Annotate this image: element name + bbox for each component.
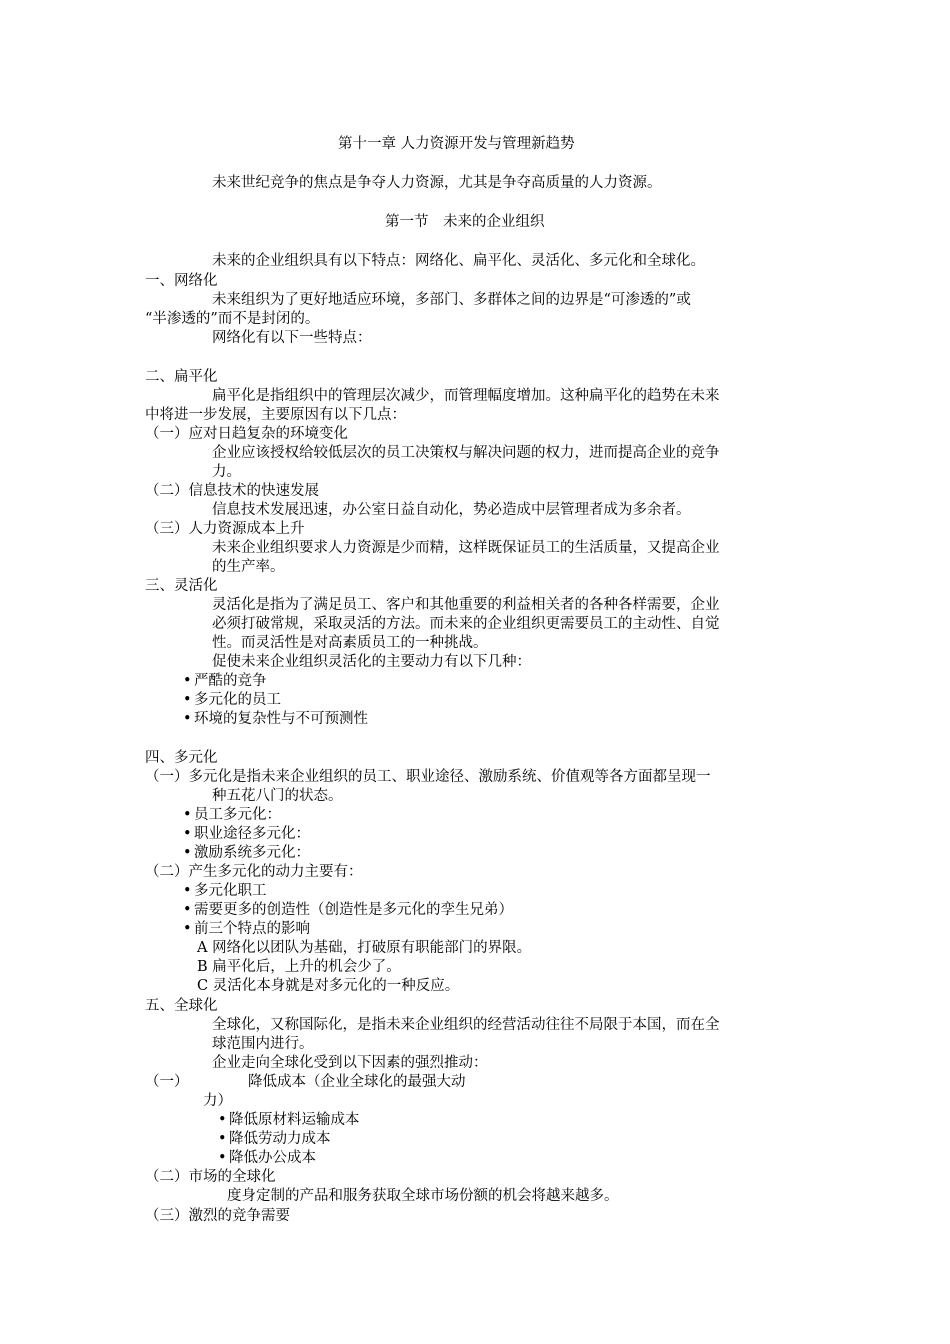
bullet-icon: •	[183, 673, 192, 689]
section-title: 第一节 未来的企业组织	[385, 214, 545, 230]
bullet-icon: •	[183, 845, 192, 861]
paragraph-line: 度身定制的产品和服务获取全球市场份额的机会将越来越多。	[227, 1188, 619, 1204]
chapter-title: 第十一章 人力资源开发与管理新趋势	[338, 136, 575, 152]
bullet-icon: •	[183, 692, 192, 708]
list-item: 降低原材料运输成本	[229, 1112, 360, 1128]
paragraph-line: 必须打破常规，采取灵活的方法。而未来的企业组织更需要员工的主动性、自觉	[212, 616, 720, 632]
paragraph-line: 种五花八门的状态。	[212, 788, 343, 804]
subheading: （三）人力资源成本上升	[145, 521, 305, 537]
list-item: 多元化职工	[194, 883, 267, 899]
features-intro: 未来的企业组织具有以下特点：网络化、扁平化、灵活化、多元化和全球化。	[212, 253, 705, 269]
bullet-icon: •	[218, 1112, 227, 1128]
heading-diversification: 四、多元化	[145, 750, 218, 766]
paragraph-line: 网络化有以下一些特点：	[212, 330, 372, 346]
list-item: 降低办公成本	[229, 1150, 316, 1166]
list-item: 环境的复杂性与不可预测性	[194, 711, 368, 727]
subheading: （二）产生多元化的动力主要有：	[145, 864, 363, 880]
paragraph-line: 企业应该授权给较低层次的员工决策权与解决问题的权力，进而提高企业的竞争	[212, 445, 720, 461]
paragraph-line: 信息技术发展迅速，办公室日益自动化，势必造成中层管理者成为多余者。	[212, 502, 691, 518]
paragraph-line: 企业走向全球化受到以下因素的强烈推动：	[212, 1055, 488, 1071]
paragraph-line: 力）	[203, 1093, 232, 1109]
sub-point: B 扁平化后，上升的机会少了。	[197, 959, 401, 975]
subheading: （三）激烈的竞争需要	[145, 1208, 290, 1224]
bullet-icon: •	[183, 883, 192, 899]
paragraph-line: 灵活化是指为了满足员工、客户和其他重要的利益相关者的各种各样需要，企业	[212, 597, 720, 613]
sub-point: A 网络化以团队为基础，打破原有职能部门的界限。	[197, 940, 532, 956]
list-item: 严酷的竞争	[194, 673, 267, 689]
bullet-icon: •	[183, 807, 192, 823]
bullet-icon: •	[218, 1150, 227, 1166]
intro-text: 未来世纪竞争的焦点是争夺人力资源，尤其是争夺高质量的人力资源。	[212, 175, 662, 191]
bullet-icon: •	[218, 1131, 227, 1147]
paragraph-line: 力。	[212, 464, 241, 480]
list-item: 降低劳动力成本	[229, 1131, 331, 1147]
paragraph-line: 促使未来企业组织灵活化的主要动力有以下几种：	[212, 654, 531, 670]
subheading: （一）多元化是指未来企业组织的员工、职业途径、激励系统、价值观等各方面都呈现一	[145, 769, 711, 785]
subheading-number: （一）	[145, 1074, 189, 1090]
heading-flexibility: 三、灵活化	[145, 578, 218, 594]
sub-point: C 灵活化本身就是对多元化的一种反应。	[197, 978, 460, 994]
paragraph-line: “半渗透的”而不是封闭的。	[145, 311, 320, 327]
paragraph-line: 未来组织为了更好地适应环境，多部门、多群体之间的边界是“可渗透的”或	[212, 292, 691, 308]
paragraph-line: 扁平化是指组织中的管理层次减少，而管理幅度增加。这种扁平化的趋势在未来	[212, 388, 720, 404]
paragraph-line: 全球化，又称国际化，是指未来企业组织的经营活动往往不局限于本国，而在全	[212, 1017, 720, 1033]
paragraph-line: 球范围内进行。	[212, 1036, 314, 1052]
bullet-icon: •	[183, 902, 192, 918]
list-item: 前三个特点的影响	[194, 921, 310, 937]
list-item: 激励系统多元化：	[194, 845, 310, 861]
subheading: 降低成本（企业全球化的最强大动	[248, 1074, 466, 1090]
bullet-icon: •	[183, 921, 192, 937]
subheading: （二）市场的全球化	[145, 1169, 276, 1185]
paragraph-line: 中将进一步发展，主要原因有以下几点：	[145, 407, 406, 423]
heading-globalization: 五、全球化	[145, 998, 218, 1014]
paragraph-line: 性。而灵活性是对高素质员工的一种挑战。	[212, 635, 488, 651]
heading-networking: 一、网络化	[145, 273, 218, 289]
paragraph-line: 的生产率。	[212, 559, 285, 575]
heading-flattening: 二、扁平化	[145, 369, 218, 385]
subheading: （一）应对日趋复杂的环境变化	[145, 426, 348, 442]
list-item: 多元化的员工	[194, 692, 281, 708]
bullet-icon: •	[183, 711, 192, 727]
paragraph-line: 未来企业组织要求人力资源是少而精，这样既保证员工的生活质量，又提高企业	[212, 540, 720, 556]
bullet-icon: •	[183, 826, 192, 842]
list-item: 员工多元化：	[194, 807, 281, 823]
subheading: （二）信息技术的快速发展	[145, 483, 319, 499]
list-item: 需要更多的创造性（创造性是多元化的孪生兄弟）	[194, 902, 513, 918]
list-item: 职业途径多元化：	[194, 826, 310, 842]
